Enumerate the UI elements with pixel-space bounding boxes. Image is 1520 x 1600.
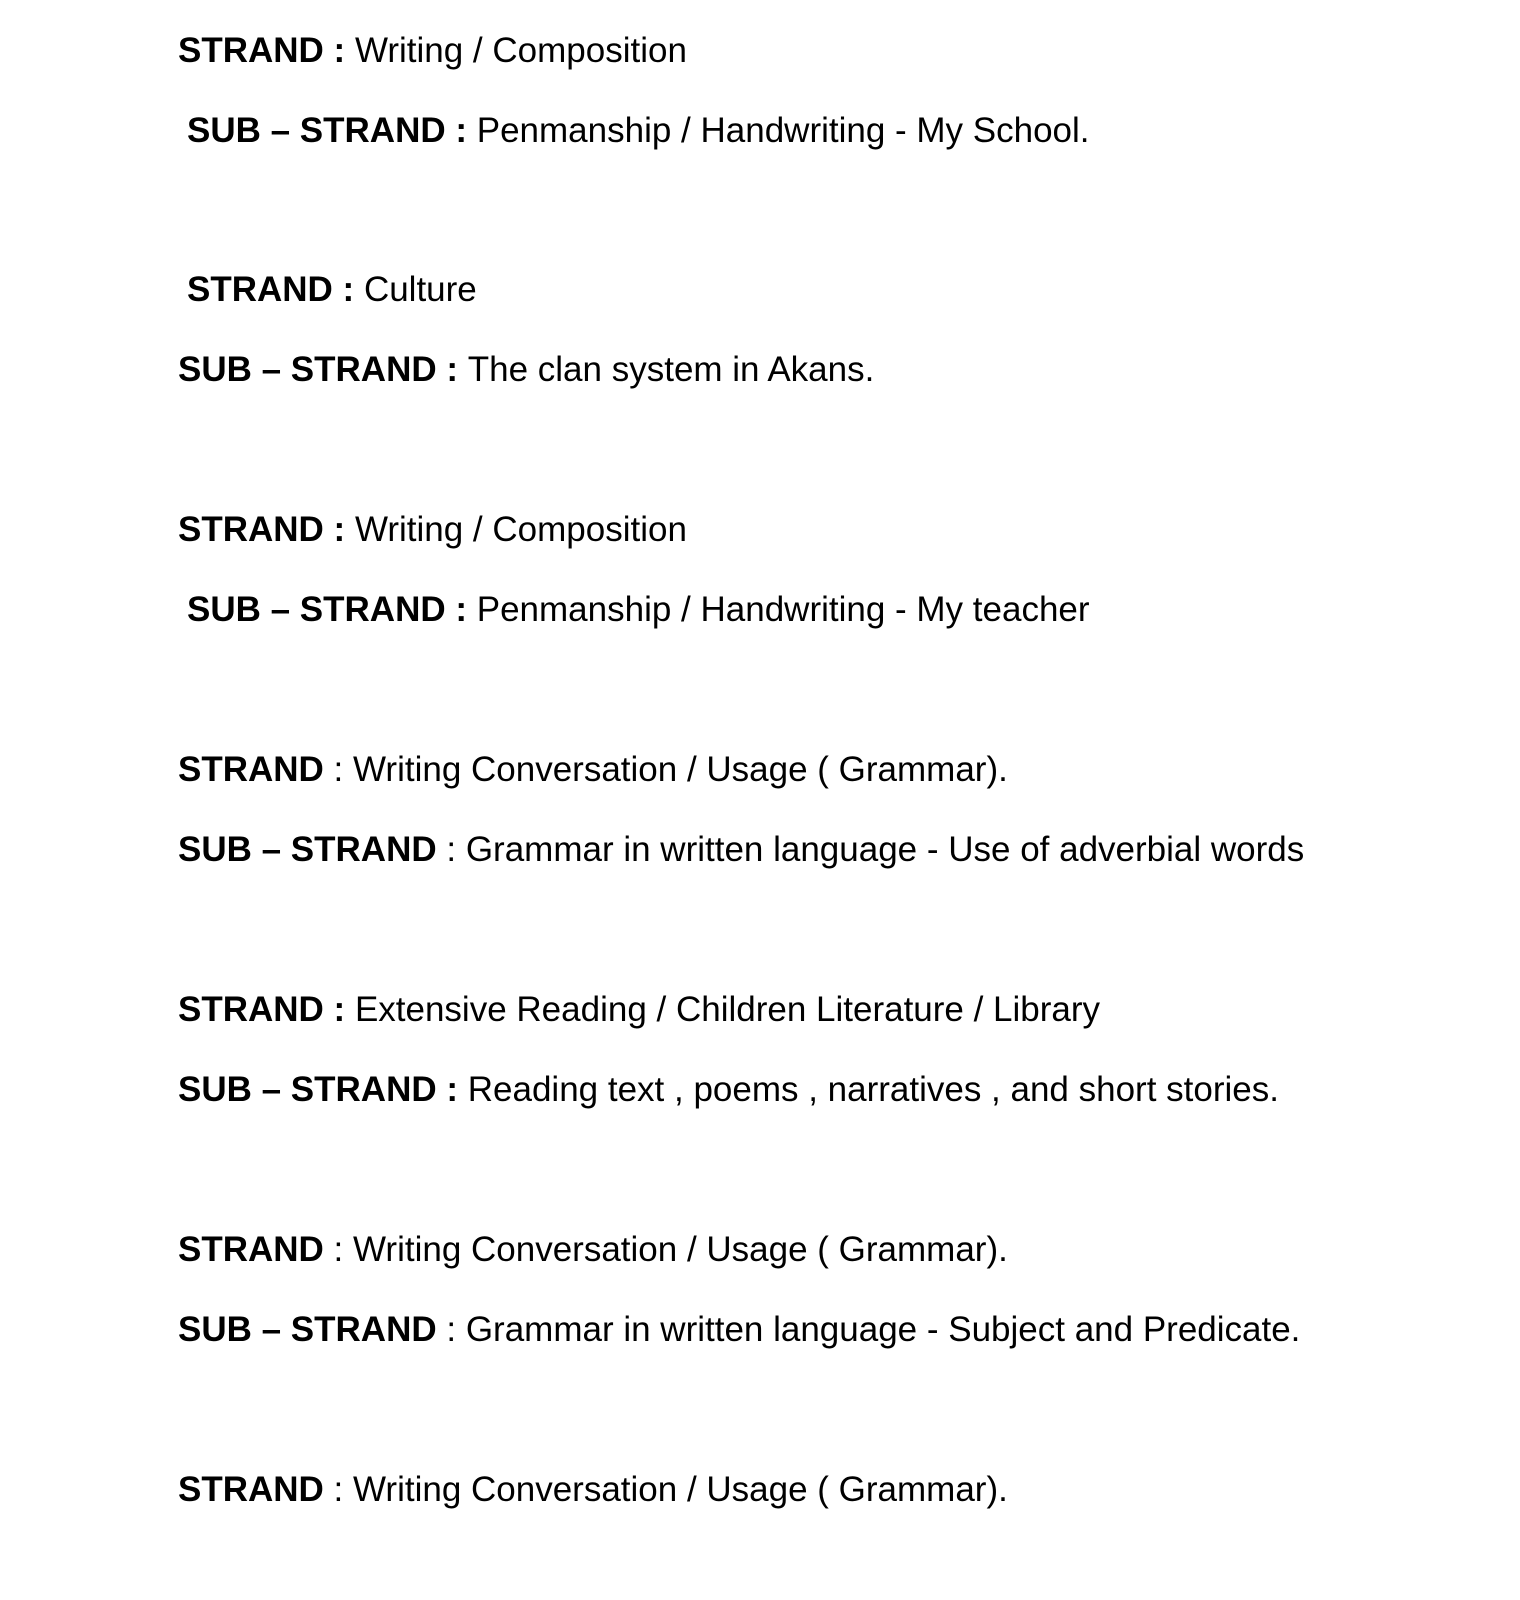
- strand-separator: :: [323, 990, 355, 1029]
- sub-strand-value: The clan system in Akans.: [467, 350, 875, 389]
- strand-line: [178, 750, 1008, 790]
- sub-strand-separator: :: [436, 830, 466, 869]
- strand-value: Writing / Composition: [354, 510, 687, 549]
- strand-line: [178, 1230, 1008, 1270]
- sub-strand-line: [178, 1310, 1300, 1350]
- sub-strand-value: Grammar in written language - Subject and Predicate.: [465, 1310, 1301, 1349]
- sub-strand-label: SUB – STRAND: [187, 111, 446, 150]
- strand-value: Writing Conversation / Usage ( Grammar).: [353, 1470, 1008, 1509]
- sub-strand-separator: :: [436, 350, 468, 389]
- strand-label: STRAND: [187, 270, 333, 309]
- sub-strand-separator: :: [436, 1310, 466, 1349]
- sub-strand-label: SUB – STRAND: [178, 350, 437, 389]
- sub-strand-separator: :: [445, 590, 477, 629]
- strand-line: [178, 510, 687, 550]
- strand-separator: :: [323, 510, 355, 549]
- strand-label: STRAND: [178, 1230, 324, 1269]
- strand-line: [178, 1470, 1008, 1510]
- strand-separator: :: [323, 1230, 354, 1269]
- strand-line: [178, 31, 687, 71]
- strand-separator: :: [332, 270, 364, 309]
- strand-line: [178, 990, 1100, 1030]
- strand-value: Writing Conversation / Usage ( Grammar).: [353, 1230, 1008, 1269]
- sub-strand-separator: :: [445, 111, 477, 150]
- strand-separator: :: [323, 750, 354, 789]
- sub-strand-value: Penmanship / Handwriting - My teacher: [476, 590, 1090, 629]
- sub-strand-line: [178, 830, 1304, 870]
- sub-strand-label: SUB – STRAND: [178, 830, 437, 869]
- strand-label: STRAND: [178, 1470, 324, 1509]
- strand-label: STRAND: [178, 31, 324, 70]
- sub-strand-separator: :: [436, 1070, 468, 1109]
- strand-label: STRAND: [178, 990, 324, 1029]
- strand-line: [187, 270, 477, 310]
- strand-label: STRAND: [178, 510, 324, 549]
- strand-separator: :: [323, 1470, 354, 1509]
- strand-separator: :: [323, 31, 355, 70]
- sub-strand-label: SUB – STRAND: [178, 1070, 437, 1109]
- sub-strand-line: [178, 350, 874, 390]
- sub-strand-value: Reading text , poems , narratives , and short stories.: [467, 1070, 1279, 1109]
- strand-value: Writing / Composition: [354, 31, 687, 70]
- sub-strand-line: [187, 111, 1090, 151]
- strand-value: Culture: [363, 270, 477, 309]
- strand-label: STRAND: [178, 750, 324, 789]
- strand-value: Extensive Reading / Children Literature / Library: [354, 990, 1101, 1029]
- sub-strand-value: Penmanship / Handwriting - My School.: [476, 111, 1090, 150]
- sub-strand-line: [178, 1070, 1279, 1110]
- sub-strand-label: SUB – STRAND: [187, 590, 446, 629]
- sub-strand-label: SUB – STRAND: [178, 1310, 437, 1349]
- sub-strand-line: [187, 590, 1090, 630]
- strand-value: Writing Conversation / Usage ( Grammar).: [353, 750, 1008, 789]
- sub-strand-value: Grammar in written language - Use of adverbial words: [465, 830, 1305, 869]
